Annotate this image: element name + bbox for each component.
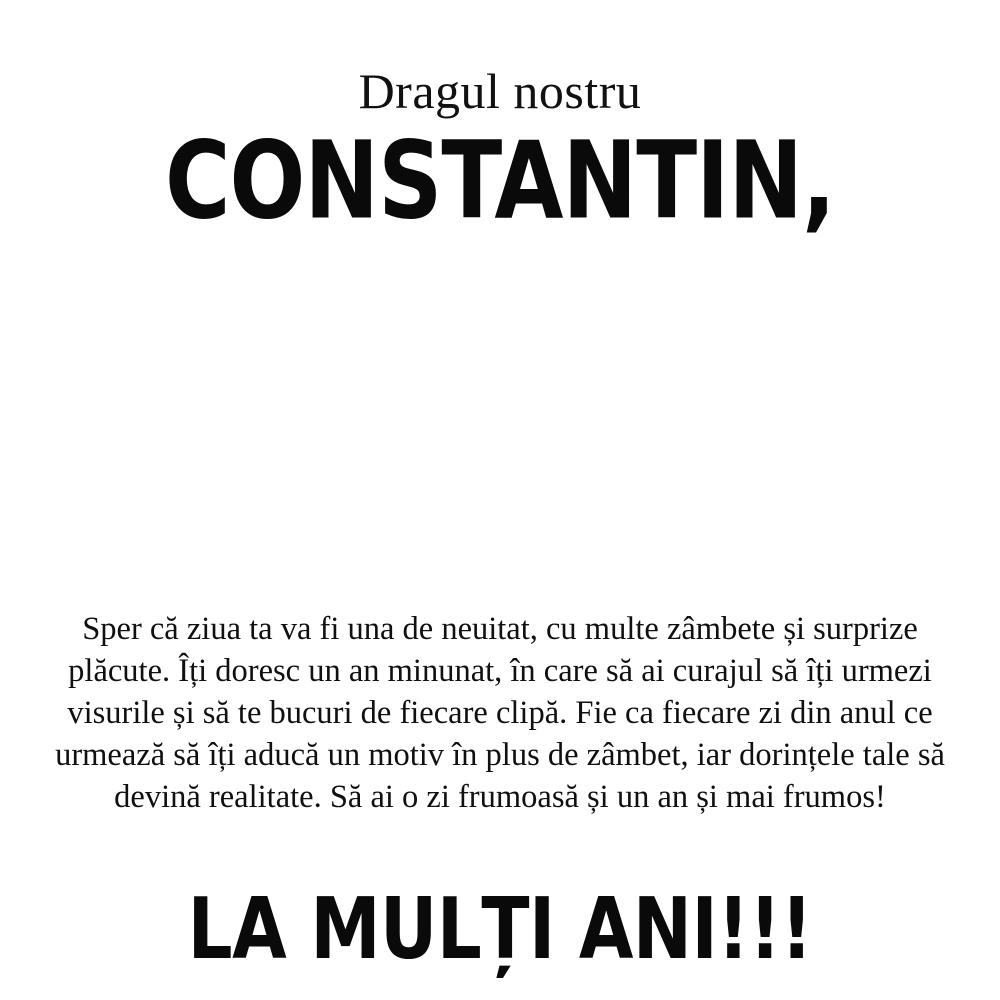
recipient-name: CONSTANTIN, bbox=[164, 118, 835, 243]
message-body: Sper că ziua ta va fi una de neuitat, cu multe zâmbete și surprize plăcute. Îți doresc un an minunat, în care să ai curajul să îți urmezi visurile și să te bucuri de fiecare clipă. Fie ca fiecare zi din anul ce urmează să îți aducă un motiv în plus de zâmbet, iar dorințele tale să devină realitate. Să ai o zi frumoasă și un an și mai frumos! bbox=[55, 611, 945, 815]
closing-text: LA MULȚI ANI!!! bbox=[187, 878, 813, 979]
greeting-text: Dragul nostru bbox=[358, 63, 642, 119]
